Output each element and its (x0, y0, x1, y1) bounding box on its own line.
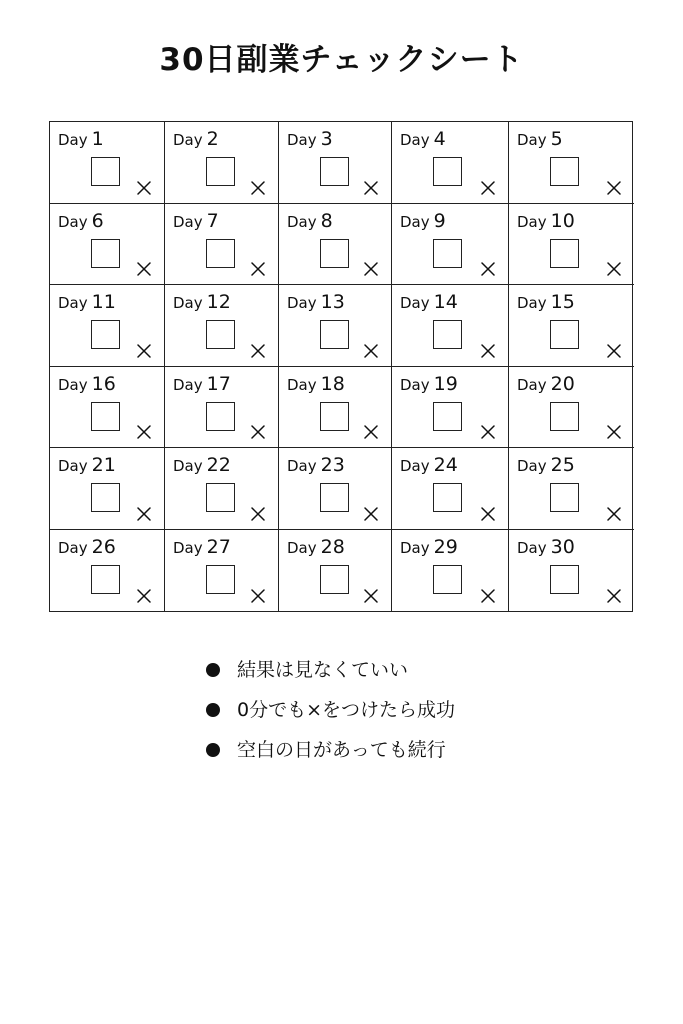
day-cell (279, 122, 392, 204)
day-word: Day (173, 131, 203, 149)
note-item (204, 655, 455, 695)
day-word: Day (58, 131, 88, 149)
day-number: 10 (550, 209, 575, 232)
day-word: Day (517, 457, 547, 475)
checkbox[interactable] (206, 565, 235, 594)
day-label (287, 210, 333, 233)
checkbox[interactable] (206, 157, 235, 186)
cross-icon (607, 425, 621, 439)
day-cell (165, 367, 279, 449)
cross-icon (364, 181, 378, 195)
day-cell (279, 448, 392, 530)
page-title: 30日副業チェックシート (159, 42, 524, 78)
day-word: Day (173, 375, 203, 394)
day-cell (279, 204, 392, 286)
day-word: Day (173, 457, 203, 475)
day-word: Day (173, 294, 203, 312)
day-label (517, 454, 575, 477)
day-label (400, 128, 446, 151)
cross-icon (137, 589, 151, 603)
checkbox[interactable] (91, 320, 120, 349)
day-cell (50, 448, 165, 530)
day-cell (165, 448, 279, 530)
day-label (173, 210, 219, 233)
day-cell (509, 122, 634, 204)
cross-icon (481, 181, 495, 195)
day-label (287, 536, 345, 559)
checkbox[interactable] (550, 239, 579, 268)
cross-icon (137, 425, 151, 439)
cross-icon (364, 262, 378, 276)
day-number: 18 (320, 372, 345, 395)
day-number: 30 (550, 535, 575, 558)
day-number: 27 (206, 535, 231, 558)
note-item (204, 735, 455, 775)
day-word: Day (517, 294, 547, 312)
checkbox[interactable] (91, 483, 120, 512)
day-number: 13 (320, 291, 345, 313)
cross-icon (137, 262, 151, 276)
day-number: 24 (433, 454, 458, 476)
checkbox[interactable] (91, 157, 120, 186)
day-number: 9 (433, 209, 446, 232)
checkbox[interactable] (433, 239, 462, 268)
checkbox[interactable] (91, 239, 120, 268)
day-label (287, 454, 345, 477)
note-text: 0分でも×をつけたら成功 (237, 699, 456, 721)
bullet-icon (206, 743, 220, 757)
day-label (58, 291, 116, 314)
day-cell (50, 204, 165, 286)
day-label (400, 291, 458, 314)
day-cell (50, 285, 165, 367)
day-label (58, 536, 116, 559)
day-number: 17 (206, 372, 231, 395)
day-cell (509, 204, 634, 286)
day-cell (392, 530, 509, 612)
day-number: 23 (320, 454, 345, 476)
day-cell (50, 122, 165, 204)
day-label (287, 128, 333, 151)
day-number: 15 (550, 291, 575, 313)
cross-icon (481, 262, 495, 276)
cross-icon (481, 589, 495, 603)
day-cell (392, 204, 509, 286)
cross-icon (251, 507, 265, 521)
day-word: Day (173, 538, 203, 557)
checkbox[interactable] (433, 157, 462, 186)
cross-icon (481, 425, 495, 439)
day-word: Day (400, 294, 430, 312)
day-word: Day (58, 212, 88, 231)
day-label (400, 373, 458, 396)
day-label (400, 454, 458, 477)
note-text: 空白の日があっても続行 (237, 739, 446, 761)
cross-icon (481, 344, 495, 358)
day-word: Day (58, 375, 88, 394)
checkbox[interactable] (550, 320, 579, 349)
cross-icon (607, 262, 621, 276)
day-number: 4 (433, 128, 446, 150)
day-label (517, 128, 563, 151)
cross-icon (481, 507, 495, 521)
day-cell (509, 367, 634, 449)
day-number: 8 (320, 209, 333, 232)
day-cell (50, 530, 165, 612)
day-number: 6 (91, 209, 104, 232)
day-number: 22 (206, 454, 231, 476)
day-cell (392, 367, 509, 449)
checkbox[interactable] (320, 565, 349, 594)
cross-icon (607, 589, 621, 603)
checkbox[interactable] (91, 402, 120, 431)
day-cell (279, 367, 392, 449)
day-grid (49, 121, 633, 612)
cross-icon (607, 181, 621, 195)
cross-icon (364, 425, 378, 439)
day-number: 14 (433, 291, 458, 313)
day-label (517, 291, 575, 314)
day-word: Day (58, 538, 88, 557)
day-label (287, 373, 345, 396)
day-word: Day (517, 538, 547, 557)
day-cell (392, 448, 509, 530)
cross-icon (137, 181, 151, 195)
day-label (58, 128, 104, 151)
day-word: Day (287, 538, 317, 557)
day-cell (509, 530, 634, 612)
day-label (517, 210, 575, 233)
cross-icon (364, 589, 378, 603)
day-word: Day (400, 375, 430, 394)
day-word: Day (58, 294, 88, 312)
day-word: Day (517, 131, 547, 149)
day-number: 19 (433, 372, 458, 395)
day-word: Day (400, 538, 430, 557)
cross-icon (251, 425, 265, 439)
day-cell (392, 122, 509, 204)
day-word: Day (287, 131, 317, 149)
checkbox[interactable] (206, 239, 235, 268)
day-cell (509, 448, 634, 530)
day-word: Day (517, 375, 547, 394)
day-cell (279, 285, 392, 367)
day-label (173, 128, 219, 151)
cross-icon (607, 344, 621, 358)
day-label (58, 454, 116, 477)
day-number: 29 (433, 535, 458, 558)
day-cell (165, 204, 279, 286)
day-word: Day (287, 375, 317, 394)
checkbox[interactable] (433, 483, 462, 512)
notes-list (204, 655, 455, 775)
day-number: 1 (91, 128, 104, 150)
day-cell (279, 530, 392, 612)
cross-icon (251, 262, 265, 276)
checkbox[interactable] (550, 157, 579, 186)
day-cell (50, 367, 165, 449)
checkbox[interactable] (206, 483, 235, 512)
day-label (287, 291, 345, 314)
checkbox[interactable] (433, 402, 462, 431)
day-word: Day (287, 294, 317, 312)
cross-icon (251, 589, 265, 603)
checkbox[interactable] (206, 402, 235, 431)
day-number: 21 (91, 454, 116, 476)
note-item (204, 695, 455, 735)
day-label (517, 536, 575, 559)
checkbox[interactable] (433, 565, 462, 594)
day-cell (165, 285, 279, 367)
cross-icon (607, 507, 621, 521)
day-number: 5 (550, 128, 563, 150)
day-number: 2 (206, 128, 219, 150)
day-word: Day (173, 212, 203, 231)
day-number: 28 (320, 535, 345, 558)
day-label (400, 536, 458, 559)
day-number: 7 (206, 209, 219, 232)
bullet-icon (206, 703, 220, 717)
day-word: Day (400, 212, 430, 231)
checkbox[interactable] (320, 239, 349, 268)
day-label (173, 373, 231, 396)
day-word: Day (287, 212, 317, 231)
cross-icon (251, 181, 265, 195)
cross-icon (137, 344, 151, 358)
checkbox[interactable] (320, 402, 349, 431)
day-cell (165, 122, 279, 204)
day-label (173, 454, 231, 477)
cross-icon (137, 507, 151, 521)
checkbox[interactable] (320, 483, 349, 512)
cross-icon (364, 507, 378, 521)
cross-icon (251, 344, 265, 358)
day-number: 20 (550, 372, 575, 395)
day-label (173, 536, 231, 559)
day-word: Day (58, 457, 88, 475)
note-text: 結果は見なくていい (237, 659, 409, 681)
day-label (58, 373, 116, 396)
day-number: 12 (206, 291, 231, 313)
checkbox[interactable] (550, 565, 579, 594)
bullet-icon (206, 663, 220, 677)
day-word: Day (287, 457, 317, 475)
checkbox[interactable] (320, 157, 349, 186)
day-word: Day (517, 212, 547, 231)
checkbox[interactable] (550, 483, 579, 512)
day-cell (509, 285, 634, 367)
day-number: 3 (320, 128, 333, 150)
checkbox[interactable] (320, 320, 349, 349)
day-label (517, 373, 575, 396)
cross-icon (364, 344, 378, 358)
checkbox[interactable] (433, 320, 462, 349)
checkbox[interactable] (550, 402, 579, 431)
day-number: 16 (91, 372, 116, 395)
checkbox[interactable] (206, 320, 235, 349)
day-word: Day (400, 131, 430, 149)
day-label (58, 210, 104, 233)
day-label (400, 210, 446, 233)
day-word: Day (400, 457, 430, 475)
day-number: 26 (91, 535, 116, 558)
day-label (173, 291, 231, 314)
checkbox[interactable] (91, 565, 120, 594)
day-cell (392, 285, 509, 367)
day-number: 25 (550, 454, 575, 476)
day-number: 11 (91, 291, 116, 313)
day-cell (165, 530, 279, 612)
